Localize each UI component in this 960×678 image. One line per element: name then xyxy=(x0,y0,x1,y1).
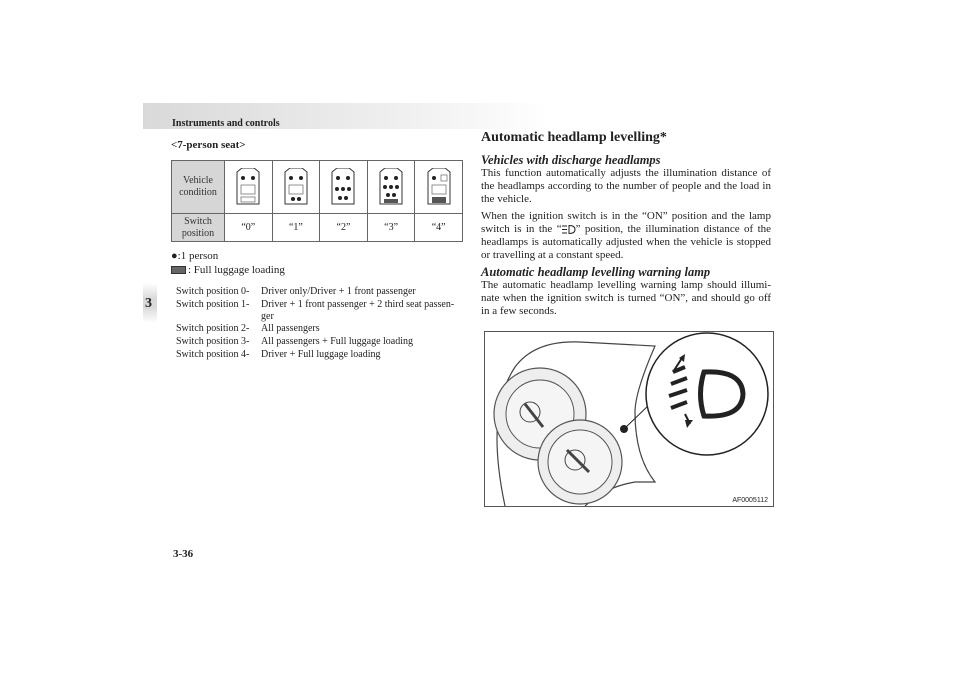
switch-position-cell: “2” xyxy=(320,214,368,242)
switch-key: Switch position 3- xyxy=(176,336,250,347)
figure-code: AF0005112 xyxy=(732,497,768,504)
section-title: Automatic headlamp levelling* xyxy=(481,130,667,145)
paragraph-text: When the ignition switch is in the “ON” position and the lamp switch is in the “ xyxy=(481,210,771,235)
section-header-title: Instruments and controls xyxy=(172,118,280,129)
switch-position-cell: “1” xyxy=(272,214,320,242)
car-seat-2-icon xyxy=(330,168,356,206)
vehicle-condition-label: Vehicle condition xyxy=(172,161,225,214)
headlamp-leveling-warning-icon xyxy=(646,333,768,455)
seat-diagram-3 xyxy=(367,161,415,214)
instrument-cluster-illustration xyxy=(485,332,773,506)
legend-luggage-text: : Full luggage loading xyxy=(188,264,285,276)
seat-diagram-0 xyxy=(225,161,273,214)
right-column xyxy=(481,130,771,322)
seat-table xyxy=(171,160,463,242)
seat-diagram-4 xyxy=(415,161,463,214)
switch-key: Switch position 0- xyxy=(176,286,250,297)
person-dot-icon: ● xyxy=(171,250,178,262)
switch-value: All passengers + Full luggage loading xyxy=(261,336,414,347)
subheading-discharge: Vehicles with discharge headlamps xyxy=(481,153,661,167)
switch-value: Driver + 1 front passenger + 2 third seat passen-ger xyxy=(261,299,455,322)
switch-position-cell: “3” xyxy=(367,214,415,242)
gauge-lower-icon xyxy=(538,420,622,504)
car-seat-0-icon xyxy=(235,168,261,206)
seat-heading: <7-person seat> xyxy=(171,139,246,151)
paragraph xyxy=(481,210,771,262)
seat-diagram-1 xyxy=(272,161,320,214)
switch-value: Driver only/Driver + 1 front passenger xyxy=(261,286,416,297)
switch-position-cell: “4” xyxy=(415,214,463,242)
paragraph-text: ” position, the illumination distance of the headlamps is automatically adjusted when the vehicle is stopped or travelling at a constant speed. xyxy=(481,223,772,261)
switch-position-cell: “0” xyxy=(225,214,273,242)
luggage-swatch-icon xyxy=(171,266,186,274)
legend-person-text: :1 person xyxy=(177,250,219,262)
legend xyxy=(171,249,285,277)
switch-value: All passengers xyxy=(261,323,320,334)
warning-lamp-figure xyxy=(484,331,774,507)
switch-key: Switch position 2- xyxy=(176,323,250,334)
switch-value: Driver + Full luggage loading xyxy=(261,349,381,360)
legend-luggage xyxy=(171,263,285,277)
switch-position-label: Switch position xyxy=(172,214,225,242)
car-seat-3-icon xyxy=(378,168,404,206)
seat-diagram-2 xyxy=(320,161,368,214)
switch-key: Switch position 1- xyxy=(176,299,250,310)
page-number: 3-36 xyxy=(173,548,194,560)
subheading-warning-lamp: Automatic headlamp levelling warning lamp xyxy=(481,265,711,279)
car-seat-4-icon xyxy=(426,168,452,206)
car-seat-1-icon xyxy=(283,168,309,206)
headlamp-switch-icon xyxy=(562,225,576,234)
legend-person xyxy=(171,249,285,263)
paragraph: This function automatically adjusts the illumination distance of the headlamps according to the number of people and the load in the vehicle. xyxy=(481,167,771,205)
switch-key: Switch position 4- xyxy=(176,349,250,360)
paragraph: The automatic headlamp levelling warning lamp should illumi-nate when the ignition switch is turned “ON”, and should go off in a few seconds. xyxy=(481,279,771,317)
chapter-number: 3 xyxy=(145,296,152,311)
